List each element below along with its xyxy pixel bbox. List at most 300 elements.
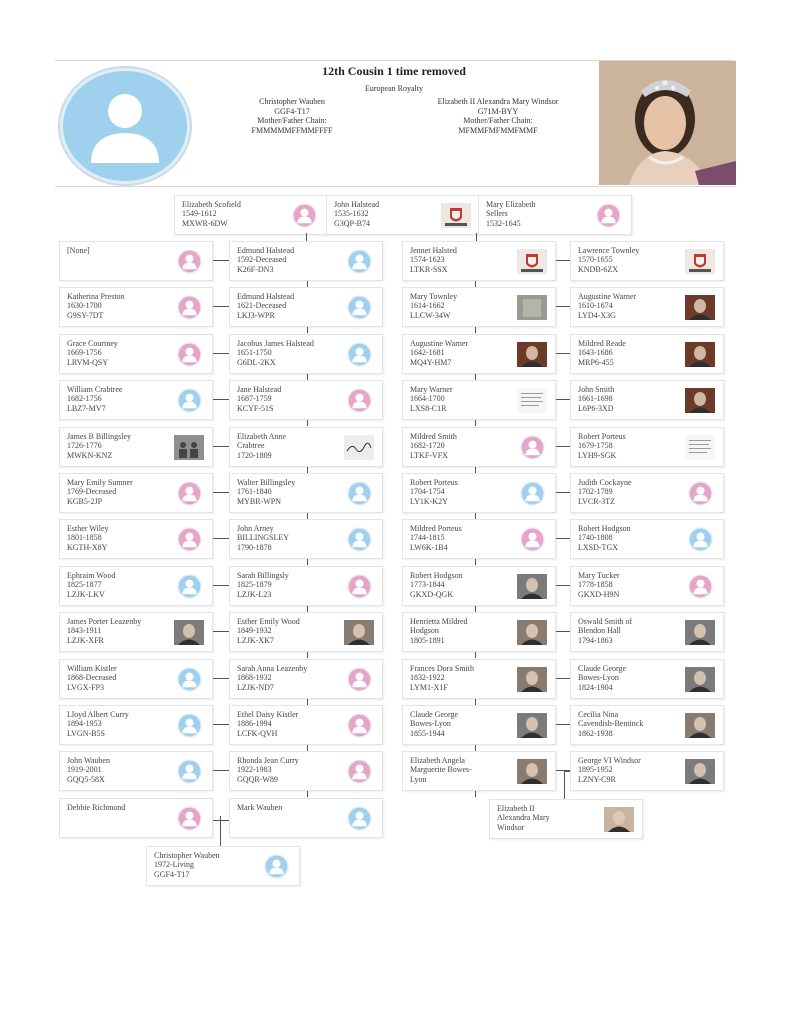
person-card[interactable] [59,334,213,374]
female-avatar-icon [177,342,202,367]
person-card[interactable] [570,705,724,745]
female-avatar-icon [520,527,545,552]
person-name [578,617,688,645]
spouse-connector [556,353,570,354]
female-avatar-icon [688,574,713,599]
person-line2 [237,812,347,821]
person-line2: 1868-Deceased [67,673,117,683]
person-line2: 1682-1720 [410,441,445,451]
person-line2: 1868-1932 [237,673,272,683]
portrait-painting-icon [517,342,547,367]
person-name [67,756,177,784]
person-line2: 1651-1750 [237,348,272,358]
person-line3: LKJ3-WPR [237,310,275,320]
person-line3: LZJK-ND7 [237,682,274,692]
person-line2: 1574-1623 [410,255,445,265]
descent-connector [307,327,308,333]
person-line3: LCFK-QVH [237,728,278,738]
person-name [67,292,177,320]
person-card[interactable] [229,287,383,327]
person-line1: Mary Townley [410,292,458,301]
descent-connector [475,745,476,751]
person-card[interactable] [570,473,724,513]
descent-connector [307,467,308,473]
portrait-man-icon [685,667,715,692]
descent-connector [475,420,476,426]
person-card[interactable] [59,659,213,699]
person-line3: 1790-1878 [237,542,272,552]
spouse-connector [556,678,570,679]
queen-portrait-photo [599,61,736,185]
descent-connector [307,699,308,705]
person-card[interactable] [59,241,213,281]
person-line3: MWKN-KNZ [67,450,113,460]
group-photo-icon [174,435,204,460]
document-icon [685,435,715,460]
person-line2: 1549-1612 [182,209,217,219]
person-name [578,432,688,460]
person-line2: 1702-1789 [578,487,613,497]
person-line3: KCYF-51S [237,403,274,413]
person-card[interactable] [59,705,213,745]
person-line3: LY1K-K2Y [410,496,448,506]
person-line1: Mary Warner [410,385,453,394]
person-line2: Crabtree [237,441,265,451]
person-line2: 1682-1756 [67,394,102,404]
person-line1: Lloyd Albert Curry [67,710,129,719]
descent-connector [476,233,477,241]
signature-icon [344,435,374,460]
person-line1: John Smith [578,385,615,394]
descent-connector [475,327,476,333]
person-line2: 1704-1754 [410,487,445,497]
person-line2: Marguerite Bowes- [410,765,472,775]
person-name [410,710,520,738]
person-card[interactable] [229,427,383,467]
female-avatar-icon [520,435,545,460]
person-name [67,478,177,506]
female-avatar-icon [688,481,713,506]
person-line2: BILLINGSLEY [237,533,289,543]
person-line3: 1532-1645 [486,218,521,228]
person-line2: 1849-1932 [237,626,272,636]
person-line2: Bowes-Lyon [410,719,451,729]
root-person-card[interactable] [174,195,328,235]
person-line2: Alexandra Mary [497,813,550,823]
person-line3: LXS8-C1R [410,403,447,413]
person-line2: 1664-1700 [410,394,445,404]
person-card[interactable] [570,241,724,281]
left-person-name: Christopher Wauben [259,97,325,106]
queen-portrait-icon [604,807,634,832]
person-line1: Katherina Preston [67,292,125,301]
spouse-connector [213,446,229,447]
male-avatar-icon [60,68,190,184]
person-line3: G3QP-B74 [334,218,371,228]
person-line1: Lawrence Townley [578,246,640,255]
male-avatar-icon [688,527,713,552]
person-line1: Jennet Halsted [410,246,457,255]
portrait-man-icon [685,620,715,645]
person-line3: LYD4-X3G [578,310,616,320]
person-name [578,339,688,367]
person-line3 [67,822,177,831]
male-avatar-icon [347,295,372,320]
person-line1: Augustine Warner [578,292,637,301]
person-line1: Debbie Richmond [67,803,126,812]
person-line2: 1972-Living [154,860,194,870]
person-line2: Cavendish-Bentinck [578,719,644,729]
grave-stone-icon [517,295,547,320]
person-name [237,710,347,738]
person-line2: 1761-1840 [237,487,272,497]
person-line2: 1825-1879 [237,580,272,590]
person-line1: Elizabeth Angela [410,756,465,765]
person-card[interactable] [229,798,383,838]
descent-connector [306,233,307,241]
person-line3: KGTH-X8Y [67,542,108,552]
person-card[interactable] [570,287,724,327]
coat-of-arms-icon [517,249,547,274]
portrait-woman-icon [517,620,547,645]
person-line3: Windsor [497,822,525,832]
female-avatar-icon [596,203,621,228]
spouse-connector [556,538,570,539]
female-avatar-icon [347,759,372,784]
person-name [410,571,520,599]
person-line3: KGB5-2JP [67,496,103,506]
person-line1: Judith Cockayne [578,478,632,487]
person-line1: Claude George [410,710,459,719]
right-chain-label: Mother/Father Chain: [463,116,533,125]
person-card[interactable] [229,566,383,606]
final-person-card[interactable] [489,799,643,839]
person-name [578,478,688,506]
right-person-name: Elizabeth II Alexandra Mary Windsor [437,97,559,106]
person-name [578,664,688,692]
descent-connector [307,606,308,612]
person-line3: MRP6-455 [578,357,614,367]
spouse-connector [556,724,570,725]
person-name [237,524,347,552]
person-name [67,524,177,552]
person-card[interactable] [229,705,383,745]
page-subtitle: European Royalty [365,84,423,93]
person-card[interactable] [59,473,213,513]
person-name [237,385,347,413]
person-card[interactable] [402,334,556,374]
person-name [410,664,520,692]
person-line1: Henrietta Mildred [410,617,468,626]
person-line3: LRVM-QSY [67,357,109,367]
male-avatar-icon [520,481,545,506]
right-chain: MFMMFMFMMFMMF [458,125,538,135]
spouse-connector [556,631,570,632]
descent-connector [307,374,308,380]
person-line2: 1744-1815 [410,533,445,543]
person-line1: Ephraim Wood [67,571,116,580]
person-line2: 1894-1953 [67,719,102,729]
person-line3: L6P6-3XD [578,403,614,413]
person-name [334,200,444,228]
person-line1: Robert Hodgson [410,571,463,580]
female-avatar-icon [177,295,202,320]
male-avatar-icon [177,574,202,599]
female-avatar-icon [177,249,202,274]
person-card[interactable] [570,612,724,652]
person-line3: LW6K-1B4 [410,542,448,552]
person-name [67,385,177,413]
male-avatar-icon [177,713,202,738]
person-line2: 1740-1808 [578,533,613,543]
person-card[interactable] [570,751,724,791]
person-line1: Mary Tucker [578,571,620,580]
descent-connector [475,467,476,473]
spouse-connector [556,446,570,447]
person-card[interactable] [229,473,383,513]
root-person-card[interactable] [478,195,632,235]
person-name [237,617,347,645]
person-line1: Elizabeth II [497,804,535,813]
person-line3: GKXD-H9N [578,589,620,599]
left-chain-label: Mother/Father Chain: [257,116,327,125]
person-card[interactable] [402,659,556,699]
person-line2: 1801-1858 [67,533,102,543]
male-avatar-icon [347,249,372,274]
person-name [486,200,596,228]
person-line2: 1919-2001 [67,765,102,775]
female-avatar-icon [347,667,372,692]
person-card[interactable] [402,519,556,559]
person-line1: Walter Billingsley [237,478,296,487]
person-line2: 1726-1776 [67,441,102,451]
person-line3: K26F-DN3 [237,264,274,274]
person-line1: George VI Windsor [578,756,641,765]
person-card[interactable] [229,334,383,374]
person-line3: GQQR-W89 [237,774,278,784]
person-line3: LXSD-TGX [578,542,618,552]
descent-connector [307,791,308,797]
portrait-man-icon [174,620,204,645]
person-card[interactable] [59,427,213,467]
person-card[interactable] [570,427,724,467]
person-line2: 1922-1983 [237,765,272,775]
person-card[interactable] [570,334,724,374]
person-name [67,246,177,274]
person-card[interactable] [570,519,724,559]
descent-connector [475,513,476,519]
person-card[interactable] [59,798,213,838]
person-line3: GQQ5-58X [67,774,105,784]
person-line1: Grace Courtney [67,339,118,348]
person-card[interactable] [402,380,556,420]
person-line3: LZJK-XK7 [237,635,274,645]
person-line1: Sarah Anna Leazenby [237,664,308,673]
person-line2: 1642-1681 [410,348,445,358]
page-title: 12th Cousin 1 time removed [322,64,466,78]
portrait-painting-icon [685,342,715,367]
person-line3: 1855-1944 [410,728,445,738]
spouse-connector [213,770,229,771]
person-name [578,385,688,413]
person-line2: 1661-1698 [578,394,613,404]
person-name [182,200,292,228]
person-line1: John Arney [237,524,274,533]
person-card[interactable] [402,241,556,281]
root-person-card[interactable] [326,195,480,235]
person-line1: Elizabeth Anne [237,432,287,441]
female-avatar-icon [347,574,372,599]
person-line3: LTKF-VFX [410,450,448,460]
person-line3: 1862-1938 [578,728,613,738]
final-person-card[interactable] [146,846,300,886]
person-card[interactable] [402,427,556,467]
spouse-connector [556,306,570,307]
person-name [67,432,177,460]
document-icon [517,388,547,413]
spouse-connector [213,399,229,400]
person-card[interactable] [229,659,383,699]
spouse-connector [213,492,229,493]
person-line1: Jane Halstead [237,385,282,394]
person-line1: Mark Wauben [237,803,283,812]
descent-connector [475,374,476,380]
male-avatar-icon [264,854,289,879]
person-card[interactable] [570,659,724,699]
left-person-block [232,97,352,135]
person-line1: Ethel Daisy Kistler [237,710,299,719]
person-card[interactable] [59,519,213,559]
descent-connector [475,281,476,287]
descent-connector [475,559,476,565]
person-line2: 1610-1674 [578,301,613,311]
right-person-id: G71M-BYY [477,106,519,116]
person-line3: MXWR-6DW [182,218,228,228]
person-line1: Robert Porteus [410,478,458,487]
person-card[interactable] [229,612,383,652]
left-person-id: GGF4-T17 [274,106,310,116]
male-avatar-icon [177,667,202,692]
spouse-connector [213,631,229,632]
person-name [497,804,607,832]
person-card[interactable] [402,612,556,652]
person-line1: Augustine Warner [410,339,469,348]
person-card[interactable] [570,566,724,606]
person-name [410,524,520,552]
person-line1: Edmund Halstead [237,246,295,255]
person-line3: 1805-1891 [410,635,445,645]
person-card[interactable] [229,751,383,791]
person-name [410,385,520,413]
person-name [237,664,347,692]
person-line3: LZJK-XFR [67,635,104,645]
person-card[interactable] [402,473,556,513]
person-line3 [237,822,347,831]
person-line3: LZJK-L23 [237,589,272,599]
person-line1: William Kistler [67,664,117,673]
descent-connector [307,652,308,658]
person-line2: 1630-1700 [67,301,102,311]
person-card[interactable] [229,380,383,420]
female-avatar-icon [177,481,202,506]
person-line3: GKXD-QGK [410,589,454,599]
person-card[interactable] [229,241,383,281]
person-line3: LVGX-FP3 [67,682,105,692]
descent-connector [307,559,308,565]
female-avatar-icon [177,527,202,552]
person-line3: G9SY-7DT [67,310,104,320]
person-line1: Esther Emily Wood [237,617,300,626]
person-line2: 1773-1844 [410,580,445,590]
person-card[interactable] [229,519,383,559]
descent-connector [475,699,476,705]
person-name [410,292,520,320]
female-avatar-icon [347,388,372,413]
person-card[interactable] [59,566,213,606]
person-line1: Frances Dora Smith [410,664,474,673]
descent-connector [475,606,476,612]
person-line1: Mildred Smith [410,432,457,441]
person-line3: MYBR-WPN [237,496,282,506]
person-card[interactable] [59,380,213,420]
portrait-man-icon [685,759,715,784]
person-line2: 1535-1632 [334,209,369,219]
person-line2: Blendon Hall [578,626,621,636]
person-line1: James Porter Leazenby [67,617,142,626]
person-line1: Cecilia Nina [578,710,619,719]
person-line1: Jacobus James Halstead [237,339,314,348]
person-line2: 1832-1922 [410,673,445,683]
person-card[interactable] [402,751,556,791]
portrait-painting-icon [685,295,715,320]
spouse-connector [556,492,570,493]
portrait-woman-icon [517,667,547,692]
person-line2: 1643-1686 [578,348,613,358]
person-name [237,339,347,367]
person-line1: William Crabtree [67,385,123,394]
person-card[interactable] [59,287,213,327]
person-name [578,246,688,274]
person-card[interactable] [402,566,556,606]
person-line2: Bowes-Lyon [578,673,619,683]
spouse-connector [213,820,229,821]
person-card[interactable] [59,612,213,652]
spouse-connector [556,260,570,261]
person-name [67,617,177,645]
person-line3: LTKR-SSX [410,264,448,274]
person-card[interactable] [402,705,556,745]
person-card[interactable] [402,287,556,327]
person-line3: G6DL-2KX [237,357,276,367]
female-avatar-icon [292,203,317,228]
female-avatar-icon [347,713,372,738]
person-card[interactable] [570,380,724,420]
person-line3: KNDB-6ZX [578,264,618,274]
descent-connector [307,420,308,426]
person-line2: Hodgson [410,626,439,636]
person-line1: Mary Elizabeth [486,200,536,209]
person-name [237,246,347,274]
person-line1: John Halstead [334,200,380,209]
person-line1: Oswald Smith of [578,617,633,626]
person-line2: 1778-1858 [578,580,613,590]
person-line1: Robert Hodgson [578,524,631,533]
spouse-connector [213,538,229,539]
person-line2: 1825-1877 [67,580,102,590]
person-card[interactable] [59,751,213,791]
person-name [67,664,177,692]
spouse-connector [213,260,229,261]
